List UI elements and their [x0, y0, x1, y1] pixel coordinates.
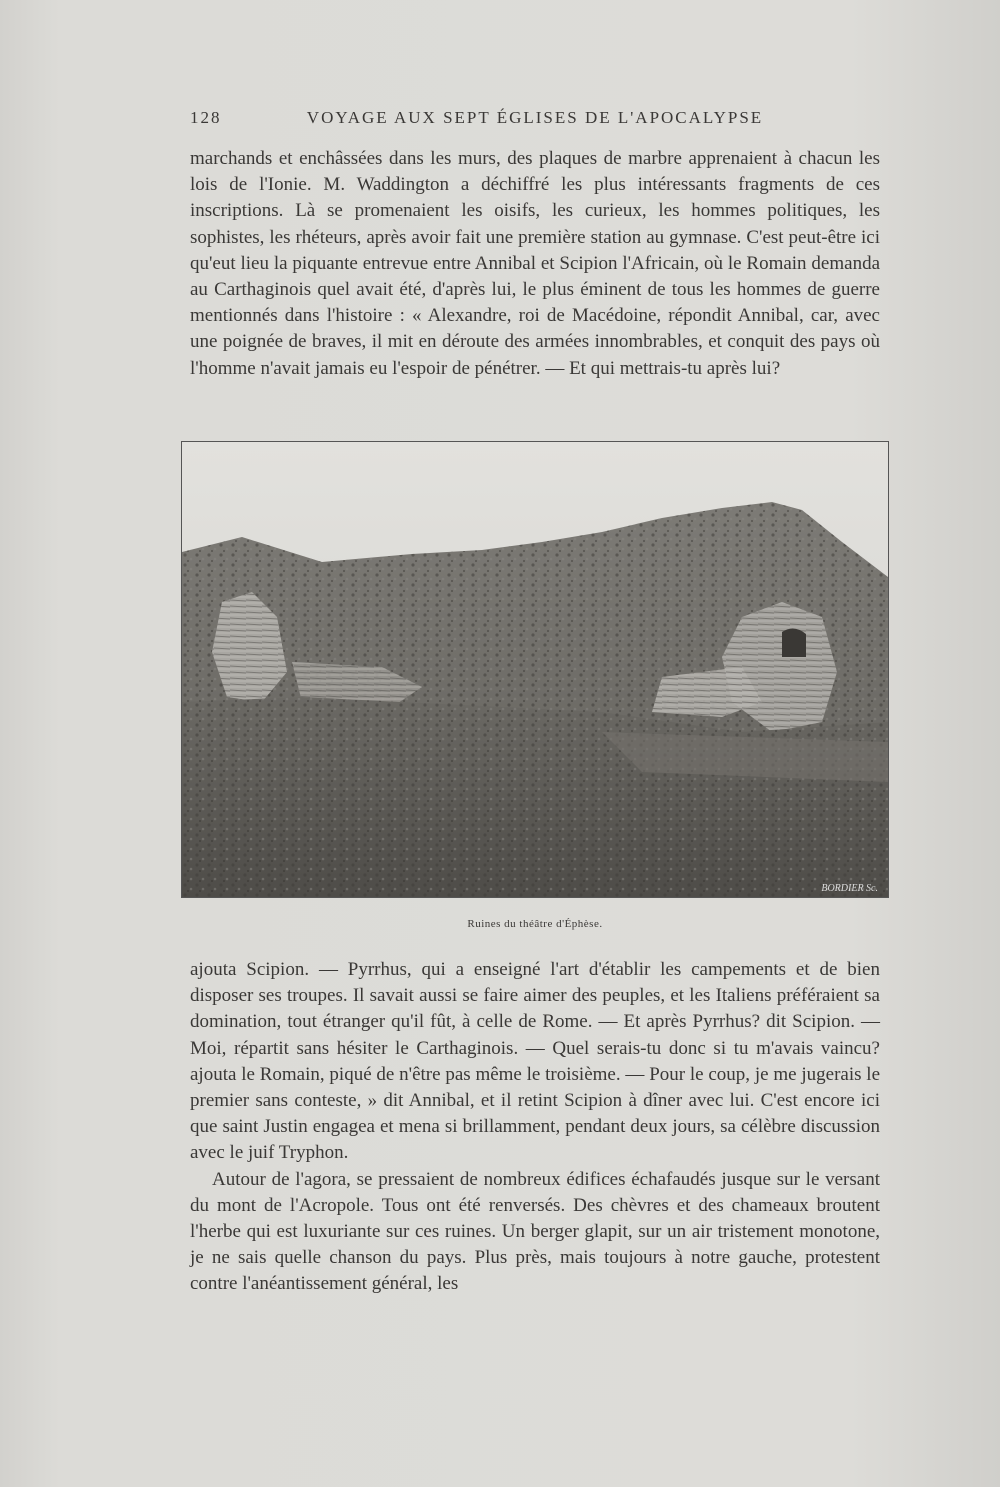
page-header	[190, 108, 880, 138]
bottom-text-block	[190, 957, 880, 1298]
figure-caption: Ruines du théâtre d'Éphèse.	[467, 918, 603, 930]
paragraph: ajouta Scipion. — Pyrrhus, qui a enseigné l'art d'établir les campements et de bien disposer ses troupes. Il savait aussi se faire aimer des peuples, et les Italiens préféraient sa domination, tout étranger qu'il fût, à celle de Rome. — Et après Pyrrhus? dit Scipion. — Moi, répartit sans hésiter le Carthaginois. — Quel serais-tu donc si tu m'avais vaincu? ajouta le Romain, piqué de n'être pas même le troisième. — Pour le coup, je me jugerais le premier sans conteste, » dit Annibal, et il retint Scipion à dîner avec lui. C'est encore ici que saint Justin engagea et mena si brillamment, pendant deux jours, sa célèbre discussion avec le juif Tryphon.	[190, 959, 880, 1164]
paragraph: marchands et enchâssées dans les murs, des plaques de marbre apprenaient à chacun les lois de l'Ionie. M. Waddington a déchiffré les plus intéressants fragments de ces inscriptions. Là se promenaient les oisifs, les curieux, les hommes politiques, les sophistes, les rhéteurs, après avoir fait une première station au gymnase. C'est peut-être ici qu'eut lieu la piquante entrevue entre Annibal et Scipion l'Africain, où le Romain demanda au Carthaginois quel avait été, d'après lui, le plus éminent de tous les hommes de guerre mentionnés dans l'histoire : « Alexandre, roi de Macédoine, répondit Annibal, car, avec une poignée de braves, il mit en déroute des armées innombrables, et conquit des pays où l'homme n'avait jamais eu l'espoir de pénétrer. — Et qui mettrais-tu après lui?	[190, 148, 880, 379]
engraver-signature: BORDIER Sc.	[821, 883, 878, 894]
paragraph: Autour de l'agora, se pressaient de nombreux édifices échafaudés jusque sur le versant du mont de l'Acropole. Tous ont été renversés. Des chèvres et des chameaux broutent l'herbe qui est luxuriante sur ces ruines. Un berger glapit, sur un air tristement monotone, je ne sais quelle chanson du pays. Plus près, mais toujours à notre gauche, protestent contre l'anéantissement général, les	[190, 1168, 880, 1295]
top-text-block	[190, 146, 880, 382]
running-title: VOYAGE AUX SEPT ÉGLISES DE L'APOCALYPSE	[306, 108, 764, 127]
photo-figure	[181, 441, 889, 898]
page-number: 128	[190, 108, 222, 127]
ruins-photograph	[182, 442, 888, 897]
